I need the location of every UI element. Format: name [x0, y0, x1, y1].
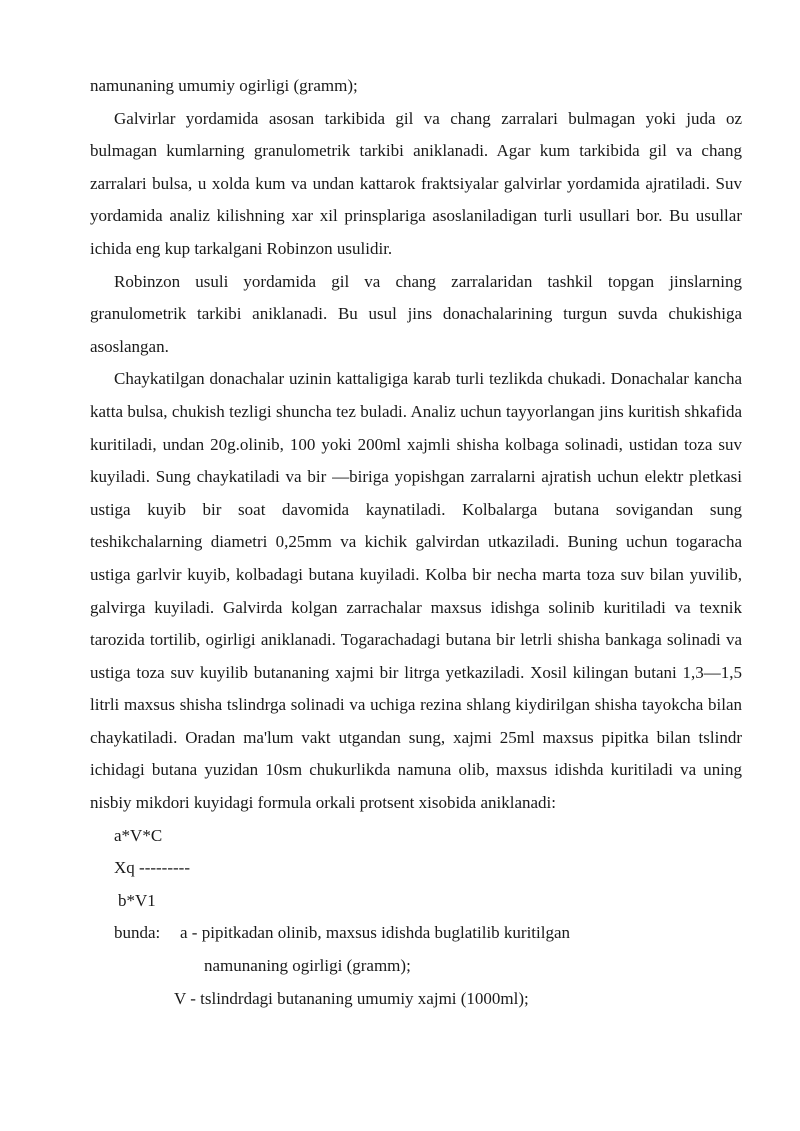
definition-a [180, 917, 570, 950]
formula-lhs: Xq --------- [114, 858, 190, 878]
paragraph-continuation: namunaning umumiy ogirligi (gramm); [90, 76, 358, 95]
definition-v: V - tslindrdagi butananing umumiy xajmi (1000ml); [174, 988, 529, 1008]
formula-denominator: b*V1 [118, 890, 156, 910]
document-page [90, 70, 742, 1015]
paragraph-sieves: Galvirlar yordamida asosan tarkibida gil va chang zarralari bulmagan yoki juda oz bulmagan kumlarning granulometrik tarkibi aniklanadi. Agar kum tarkibida gil va chang zarralari bulsa, u xolda kum va undan kattarok fraktsiyalar galvirlar yordamida ajratiladi. Suv yordamida analiz kilishning xar xil prinsplariga asoslaniladigan turli usullari bor. Bu usullar ichida eng kup tarkalgani Robinzon usulidir. [90, 108, 742, 258]
formula-numerator: a*V*C [114, 825, 163, 845]
definition-a-continuation: namunaning ogirligi (gramm); [204, 956, 411, 976]
definitions-lead: bunda: [114, 923, 161, 943]
paragraph-robinson-method: Robinzon usuli yordamida gil va chang zarralaridan tashkil topgan jinslarning granulometrik tarkibi aniklanadi. Bu usul jins donachalarining turgun suvda chukishiga asoslangan. [90, 271, 742, 356]
definition-a-row [90, 917, 742, 950]
definitions [90, 917, 742, 1015]
definition-a-text: pipitkadan olinib, maxsus idishda buglatilib kuritilgan [201, 923, 571, 943]
paragraph-procedure: Chaykatilgan donachalar uzinin kattaligiga karab turli tezlikda chukadi. Donachalar kancha katta bulsa, chukish tezligi shuncha tez buladi. Analiz uchun tayyorlangan jins kuritish shkafida kuritiladi, undan 20g.olinib, 100 yoki 200ml xajmli shisha kolbaga solinadi, ustidan toza suv kuyiladi. Sung chaykatiladi va bir —biriga yopishgan zarralarni ajratish uchun elektr pletkasi ustiga kuyib bir soat davomida kaynatiladi. Kolbalarga butana sovigandan sung teshikchalarning diametri 0,25mm va kichik galvirdan utkaziladi. Buning uchun togaracha ustiga garlvir kuyib, kolbadagi butana kuyiladi. Kolba bir necha marta toza suv bilan yuvilib, galvirga kuyiladi. Galvirda kolgan zarrachalar maxsus idishga solinib kuritiladi va texnik tarozida tortilib, ogirligi aniklanadi. Togarachadagi butana bir letrli shisha bankaga solinadi va ustiga toza suv kuyilib butananing xajmi bir litrga yetkaziladi. Xosil kilingan butani 1,3—1,5 litrli maxsus shisha tslindrga solinadi va uchiga rezina shlang kiydirilgan shisha tayokcha bilan chaykatiladi. Oradan ma'lum vakt utgandan sung, xajmi 25ml maxsus pipitka bilan tslindr ichidagi butana yuzidan 10sm chukurlikda namuna olib, maxsus idishda kuritiladi va uning nisbiy mikdori kuyidagi formula orkali protsent xisobida aniklanadi: [90, 369, 742, 813]
formula [90, 820, 742, 918]
definition-a-key: a - [180, 923, 198, 943]
